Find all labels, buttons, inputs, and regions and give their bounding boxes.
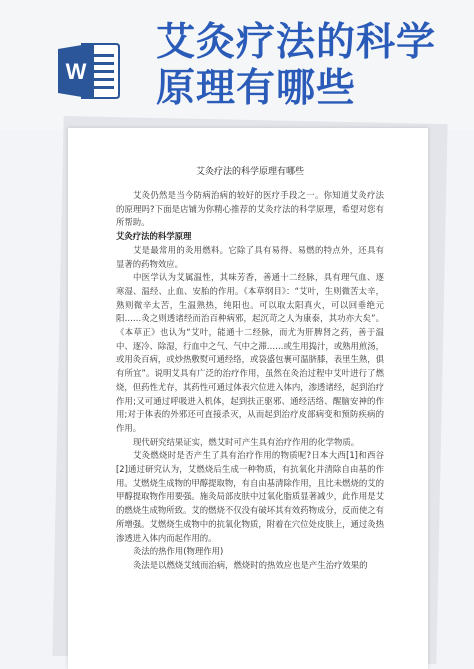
paragraph: 艾灸仍然是当今防病治病的较好的医疗手段之一。你知道艾灸疗法的原理吗?下面是店铺为你精心推荐的艾灸疗法的科学原理，希望对您有所帮助。: [116, 190, 384, 228]
section-heading: 艾灸疗法的科学原理: [116, 231, 192, 242]
document-title-banner: 艾灸疗法的科学原理有哪些: [156, 20, 437, 111]
paragraph: 艾是最常用的灸用燃料。它除了具有易得、易燃的特点外，还具有显著的药物效应。: [116, 244, 384, 269]
paragraph: 灸法是以燃烧艾绒而治病，燃烧时的热效应也是产生治疗效果的: [133, 559, 368, 570]
svg-text:W: W: [65, 59, 87, 84]
paragraph: 现代研究结果证实，燃艾时可产生具有治疗作用的化学物质。: [133, 436, 360, 447]
document-content: [116, 165, 384, 573]
page-title: 艾灸疗法的科学原理有哪些: [195, 167, 304, 177]
paragraph: 中医学认为艾属温性，其味芳香，善通十二经脉，具有理气血、逐寒湿、温经、止血、安胎的作用。《本草纲目》：“艾叶，生则微苦太辛，熟则微辛太苦，生温熟热，纯阳也。可以取太阳真火，可以回垂绝元阳……灸之则透诸经而治百种病邪，起沉苛之人为康泰，其功亦大矣”。《本草正》也认为“艾叶，能通十二经脉，而尤为肝脾肾之药，善于温中、逐冷、除湿，行血中之气、气中之滞……或生用捣汁，或熟用煎汤，或用灸百病，或炒热敷熨可通经络，或袋盛包裹可温脐膝，表里生熟，俱有所宜”。说明艾具有广泛的治疗作用，虽然在灸治过程中艾叶进行了燃烧，但药性尤存，其药性可通过体表穴位进入体内，渗透诸经，起到治疗作用;又可通过呼吸进入机体，起到扶正驱邪、通经活络、醒脑安神的作用;对于体表的外邪还可直接杀灭，从而起到治疗皮部病变和预防疾病的作用。: [116, 272, 384, 433]
paragraph: 灸法的热作用(物理作用): [133, 546, 224, 557]
header-banner: [0, 0, 474, 130]
word-icon: [58, 42, 120, 100]
document-page: [68, 128, 428, 669]
paragraph: 艾灸燃烧时是否产生了具有治疗作用的物质呢?日本大西[1]和西谷[2]通过研究认为，艾燃烧后生成一种物质，有抗氧化并清除自由基的作用。艾燃烧生成物的甲醇提取物，有自由基清除作用，且比未燃烧的艾的甲醇提取物作用要强。施灸局部皮肤中过氧化脂质显著减少，此作用是艾的燃烧生成物所致。艾的燃烧不仅没有破坏其有效药物成分，反而使之有所增强。艾燃烧生成物中的抗氧化物质，附着在穴位处皮肤上，通过灸热渗透进入体内而起作用的。: [116, 450, 384, 543]
